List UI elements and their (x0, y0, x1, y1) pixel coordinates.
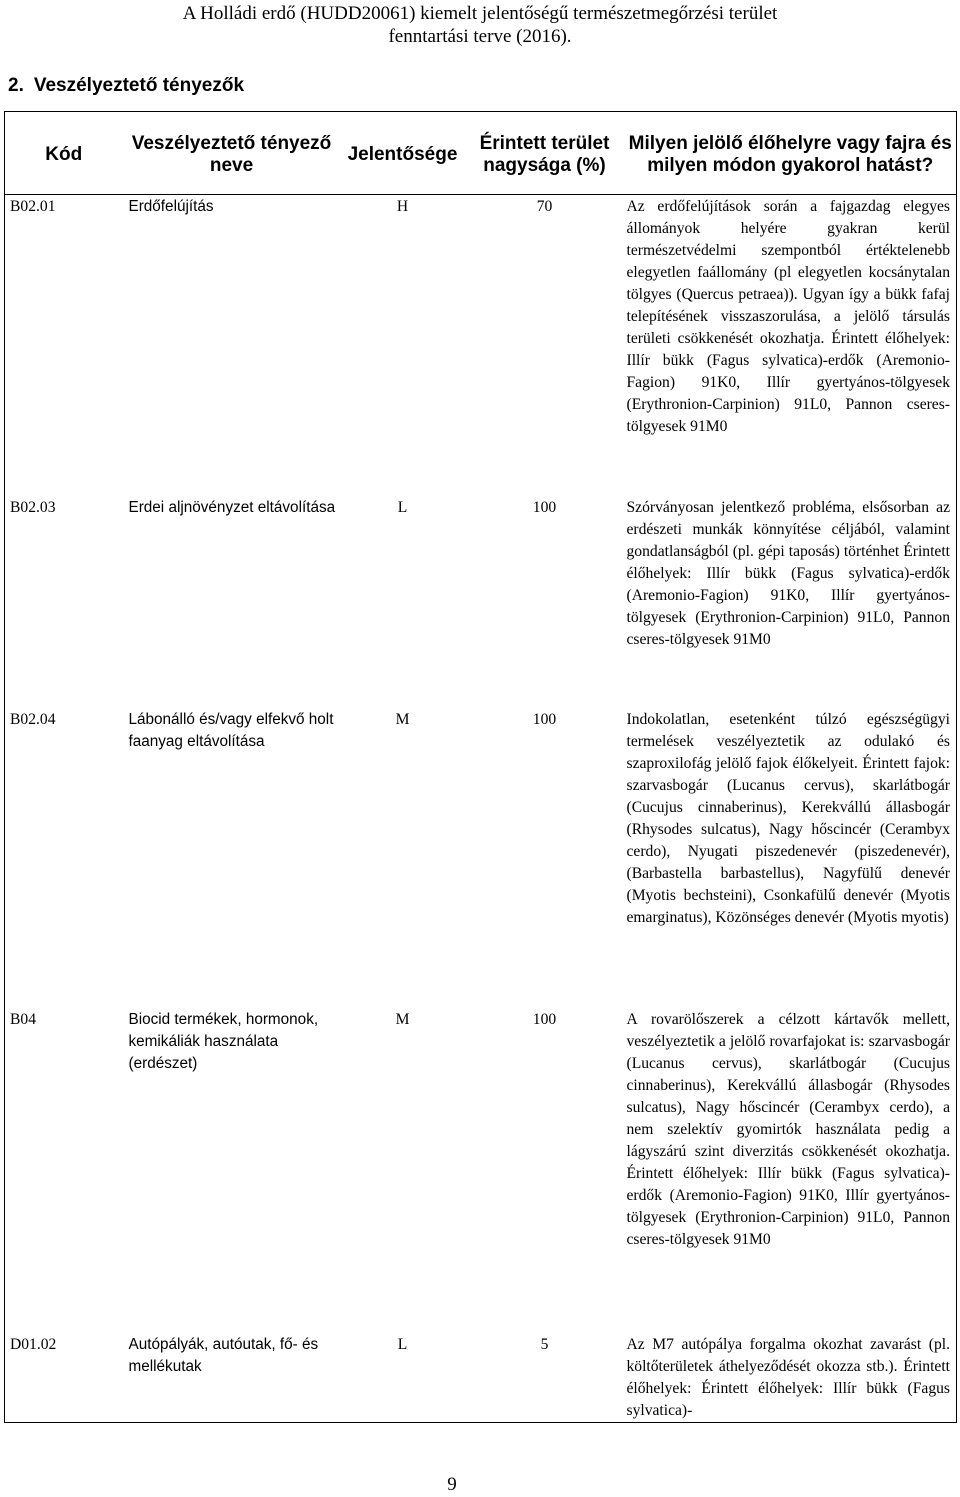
section-number: 2. (8, 75, 24, 96)
cell-area: 100 (532, 499, 557, 516)
threats-table (4, 111, 957, 1423)
cell-significance: L (397, 499, 408, 516)
cell-code: B04 (10, 1011, 36, 1028)
column-header-area: Érintett terület nagysága (%) (465, 112, 625, 195)
cell-area: 5 (540, 1336, 549, 1353)
column-header-code: Kód (5, 112, 123, 195)
table-row (5, 709, 957, 1009)
cell-significance: M (395, 1011, 410, 1028)
cell-significance: L (397, 1336, 408, 1353)
cell-name: Erdőfelújítás (128, 198, 214, 215)
cell-description: Szórványosan jelentkező probléma, elsősorban az erdészeti munkák könnyítése céljából, valamint gondatlanságból (pl. gépi taposás) történhet Érintett élőhelyek: Illír bükk (Fagus sylvatica)-erdők (Aremonio-Fagion) 91K0, Illír gyertyános-tölgyesek (Erythronion-Carpinion) 91L0, Pannon cseres-tölgyesek 91M0 (626, 499, 950, 648)
cell-name: Erdei aljnövényzet eltávolítása (128, 499, 336, 516)
cell-significance: H (396, 198, 409, 215)
cell-code: B02.03 (10, 499, 56, 516)
table-row (5, 497, 957, 709)
document-title-line-1: A Holládi erdő (HUDD20061) kiemelt jelentőségű természetmegőrzési terület (182, 3, 778, 24)
cell-significance: M (395, 711, 410, 728)
cell-description: A rovarölőszerek a célzott kártavők mellett, veszélyeztetik a jelölő rovarfajokat is: szarvasbogár (Lucanus cervus), skarlátbogár (Cucujus cinnaberinus), Kerekvállú állasbogár (Rhysodes sulcatus), Nagy hőscincér (Cerambyx cerdo), a nem szelektív gyomirtók használata pedig a lágyszárú szint diverzitás csökkenését okozhatja. Érintett élőhelyek: Illír bükk (Fagus sylvatica)-erdők (Aremonio-Fagion) 91K0, Illír gyertyános-tölgyesek (Erythronion-Carpinion) 91L0, Pannon cseres-tölgyesek 91M0 (626, 1011, 950, 1248)
cell-name: Lábonálló és/vagy elfekvő holt faanyag eltávolítása (128, 711, 334, 750)
section-heading (8, 74, 244, 98)
column-header-description: Milyen jelölő élőhelyre vagy fajra és milyen módon gyakorol hatást? (625, 112, 957, 195)
page-number: 9 (447, 1474, 457, 1495)
section-title: Veszélyeztető tényezők (33, 75, 245, 96)
cell-name: Autópályák, autóutak, fő- és mellékutak (128, 1336, 319, 1375)
table-row (5, 1009, 957, 1334)
column-header-significance: Jelentősége (341, 112, 465, 195)
cell-description: Az erdőfelújítások során a fajgazdag elegyes állományok helyére gyakran kerül természetvédelmi szempontból értéktelenebb elegyetlen faállomány (pl elegyetlen kocsánytalan tölgyes (Quercus petraea)). Ugyan így a bükk fafaj telepítésének visszaszorulása, a jelölő társulás területi csökkenését okozhatja. Érintett élőhelyek: Illír bükk (Fagus sylvatica)-erdők (Aremonio-Fagion) 91K0, Illír gyertyános-tölgyesek (Erythronion-Carpinion) 91L0, Pannon cseres-tölgyesek 91M0 (626, 198, 950, 435)
cell-description: Az M7 autópálya forgalma okozhat zavarást (pl. költőterületek áthelyeződését okozza stb.). Érintett élőhelyek: Érintett élőhelyek: Illír bükk (Fagus sylvatica)- (626, 1336, 950, 1419)
table-row (5, 1334, 957, 1423)
cell-description: Indokolatlan, esetenként túlzó egészségügyi termelések veszélyeztetik az odulakó és szaproxilofág jelölő fajok élőkelyeit. Érintett fajok: szarvasbogár (Lucanus cervus), skarlátbogár (Cucujus cinnaberinus), Kerekvállú állasbogár (Rhysodes sulcatus), Nagy hőscincér (Cerambyx cerdo), Nyugati piszedenevér (piszedenevér), (Barbastella barbastellus), Nagyfülű denevér (Myotis bechsteini), Csonkafülű denevér (Myotis emarginatus), Közönséges denevér (Myotis myotis) (626, 711, 950, 926)
document-title-line-2: fenntartási terve (2016). (388, 26, 572, 47)
table-header-row (5, 112, 957, 195)
cell-area: 70 (536, 198, 553, 215)
column-header-name: Veszélyeztető tényező neve (123, 112, 341, 195)
cell-area: 100 (532, 711, 557, 728)
cell-area: 100 (532, 1011, 557, 1028)
cell-name: Biocid termékek, hormonok, kemikáliák használata (erdészet) (128, 1011, 319, 1072)
document-header (0, 2, 960, 48)
cell-code: D01.02 (10, 1336, 57, 1353)
cell-code: B02.04 (10, 711, 56, 728)
table-row (5, 195, 957, 498)
cell-code: B02.01 (10, 198, 56, 215)
